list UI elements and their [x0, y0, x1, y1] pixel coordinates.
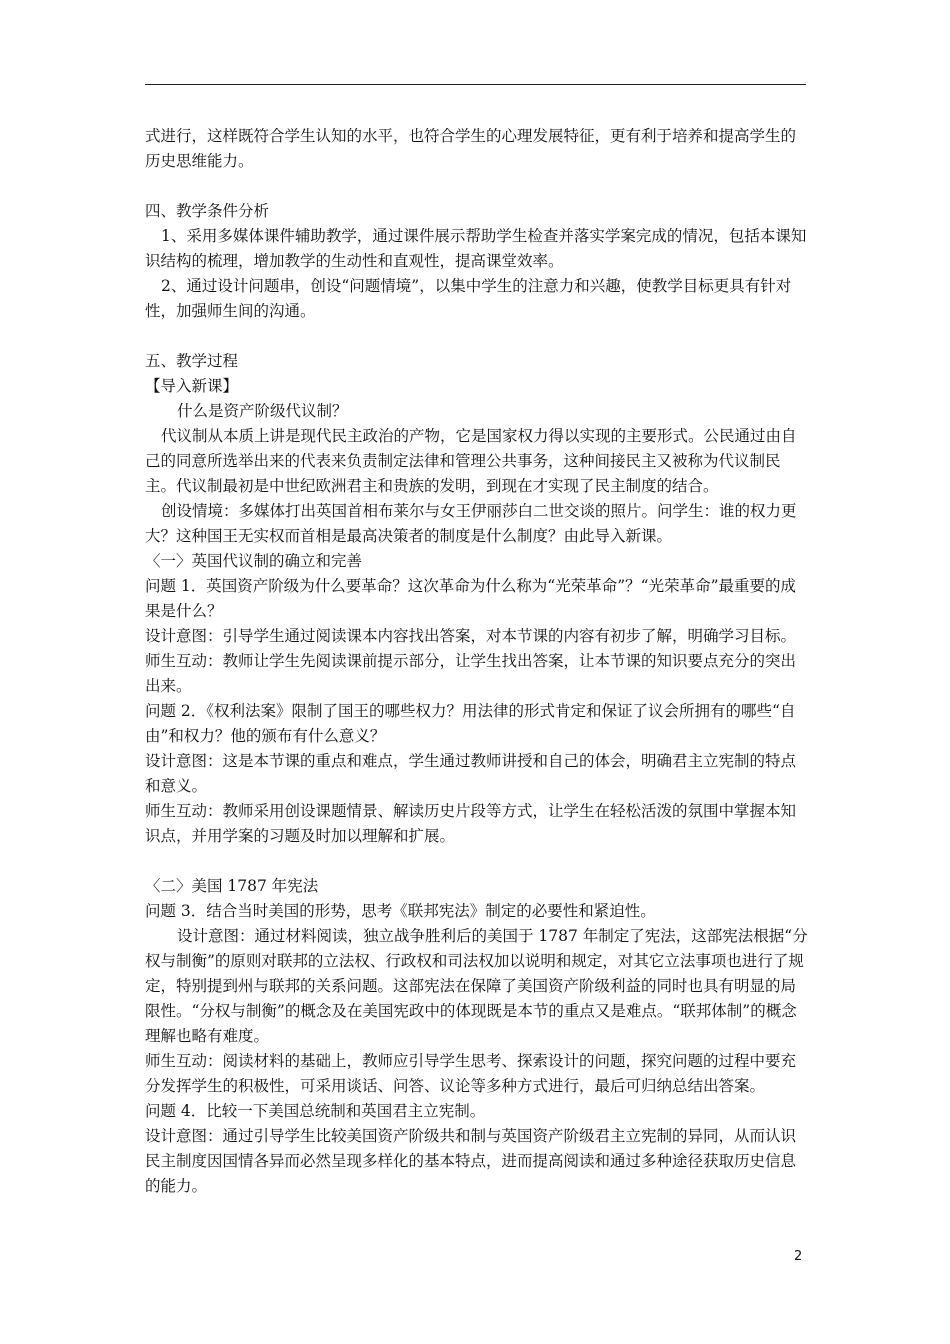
- paragraph: 设计意图：引导学生通过阅读课本内容找出答案，对本节课的内容有初步了解，明确学习目标。: [145, 627, 797, 645]
- paragraph: 创设情境：多媒体打出英国首相布莱尔与女王伊丽莎白二世交谈的照片。问学生：谁的权力更大？这种国王无实权而首相是最高决策者的制度是什么制度？由此导入新课。: [145, 502, 797, 545]
- document-body: [145, 124, 809, 1199]
- paragraph: 问题 3．结合当时美国的形势，思考《联邦宪法》制定的必要性和紧迫性。: [145, 902, 656, 920]
- paragraph: 设计意图：这是本节课的重点和难点，学生通过教师讲授和自己的体会，明确君主立宪制的特点和意义。: [145, 752, 797, 795]
- paragraph-gap: [145, 174, 809, 199]
- paragraph: 1、采用多媒体课件辅助教学，通过课件展示帮助学生检查并落实学案完成的情况，包括本课知识结构的梳理，增加教学的生动性和直观性，提高课堂效率。: [145, 227, 807, 270]
- paragraph: 式进行，这样既符合学生认知的水平，也符合学生的心理发展特征，更有利于培养和提高学生的历史思维能力。: [145, 127, 797, 170]
- paragraph: 〈二〉美国 1787 年宪法: [145, 877, 319, 895]
- paragraph: 代议制从本质上讲是现代民主政治的产物，它是国家权力得以实现的主要形式。公民通过由自己的同意所选举出来的代表来负责制定法律和管理公共事务，这种间接民主又被称为代议制民主。代议制最初是中世纪欧洲君主和贵族的发明，到现在才实现了民主制度的结合。: [145, 427, 797, 495]
- header-rule: [145, 84, 806, 85]
- paragraph: 师生互动：阅读材料的基础上，教师应引导学生思考、探索设计的问题，探究问题的过程中要充分发挥学生的积极性，可采用谈话、问答、议论等多种方式进行，最后可归纳总结出答案。: [145, 1052, 797, 1095]
- paragraph: 五、教学过程: [145, 352, 239, 370]
- paragraph: 师生互动：教师采用创设课题情景、解读历史片段等方式，让学生在轻松活泼的氛围中掌握本知识点，并用学案的习题及时加以理解和扩展。: [145, 802, 797, 845]
- paragraph-gap: [145, 324, 809, 349]
- paragraph: 什么是资产阶级代议制？: [177, 402, 348, 420]
- paragraph: 问题 2．《权利法案》限制了国王的哪些权力？用法律的形式肯定和保证了议会所拥有的哪些“自由”和权力？他的颁布有什么意义？: [145, 702, 796, 745]
- paragraph-gap: [145, 849, 809, 874]
- paragraph: 【导入新课】: [145, 377, 239, 395]
- paragraph: 〈一〉英国代议制的确立和完善: [145, 552, 363, 570]
- paragraph: 2、通过设计问题串，创设“问题情境”，以集中学生的注意力和兴趣，使教学目标更具有针对性，加强师生间的沟通。: [145, 277, 792, 320]
- paragraph: 四、教学条件分析: [145, 202, 270, 220]
- paragraph: 问题 4．比较一下美国总统制和英国君主立宪制。: [145, 1102, 486, 1120]
- paragraph: 设计意图：通过材料阅读，独立战争胜利后的美国于 1787 年制定了宪法，这部宪法根据“分权与制衡”的原则对联邦的立法权、行政权和司法权加以说明和规定，对其它立法事项也进行了规定，特别提到州与联邦的关系问题。这部宪法在保障了美国资产阶级利益的同时也具有明显的局限性。“分权与制衡”的概念及在美国宪政中的体现既是本节的重点又是难点。“联邦体制”的概念理解也略有难度。: [145, 927, 808, 1045]
- paragraph: 问题 1．英国资产阶级为什么要革命？这次革命为什么称为“光荣革命”？“光荣革命”最重要的成果是什么？: [145, 577, 796, 620]
- page-number: 2: [794, 1249, 803, 1264]
- paragraph: 师生互动：教师让学生先阅读课前提示部分，让学生找出答案，让本节课的知识要点充分的突出出来。: [145, 652, 797, 695]
- paragraph: 设计意图：通过引导学生比较美国资产阶级共和制与英国资产阶级君主立宪制的异同，从而认识民主制度因国情各异而必然呈现多样化的基本特点，进而提高阅读和通过多种途径获取历史信息的能力。: [145, 1127, 797, 1195]
